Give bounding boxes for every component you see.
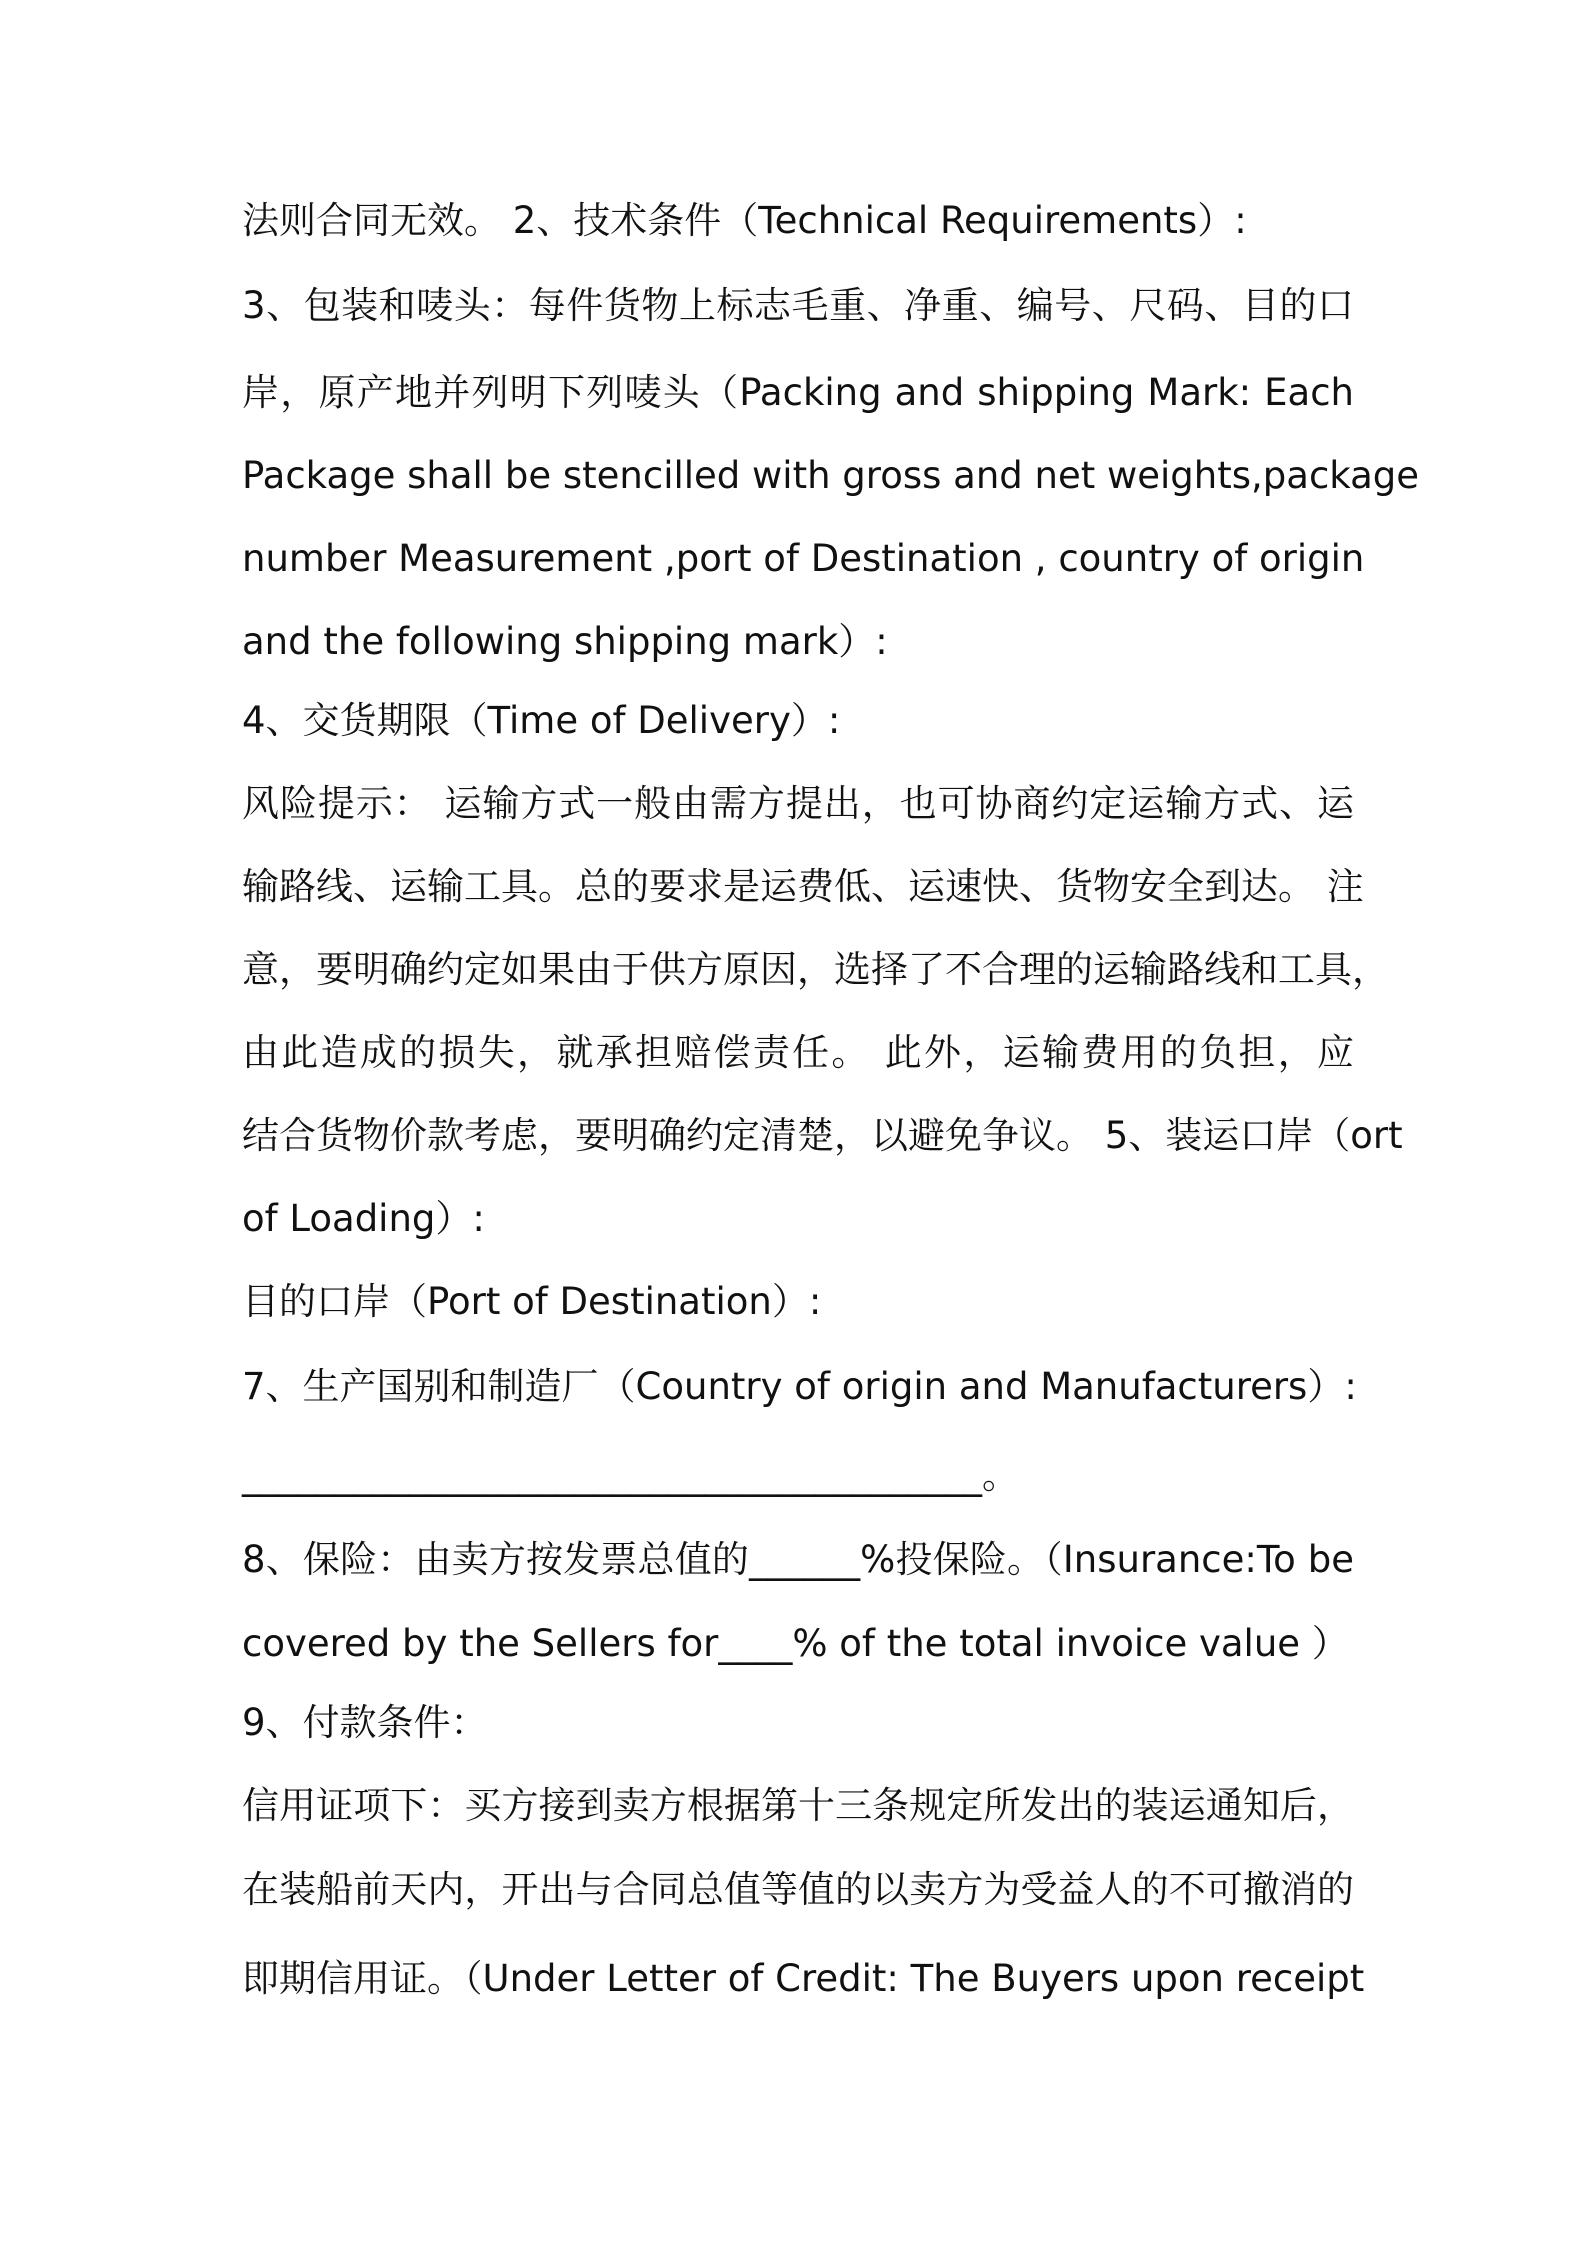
text-line-5: number Measurement ,port of Destination , country of origin	[242, 537, 1365, 580]
text-line-18: covered by the Sellers for____% of the total invoice value ）	[242, 1622, 1349, 1665]
text-line-10: 意，要明确约定如果由于供方原因，选择了不合理的运输路线和工具，	[242, 948, 1389, 991]
text-line-20: 信用证项下：买方接到卖方根据第十三条规定所发出的装运通知后，	[242, 1784, 1354, 1827]
text-line-17: 8、保险：由卖方按发票总值的______%投保险。（Insurance:To be	[242, 1538, 1354, 1581]
text-line-4: Package shall be stencilled with gross and net weights,package	[242, 454, 1419, 497]
text-line-11: 由此造成的损失，就承担赔偿责任。 此外，运输费用的负担，应	[242, 1031, 1354, 1074]
text-line-7: 4、交货期限（Time of Delivery）:	[242, 699, 841, 742]
text-line-9: 输路线、运输工具。总的要求是运费低、运速快、货物安全到达。 注	[242, 865, 1364, 908]
text-line-1: 法则合同无效。 2、技术条件（Technical Requirements）:	[242, 199, 1247, 242]
text-line-2: 3、包装和唛头：每件货物上标志毛重、净重、编号、尺码、目的口	[242, 284, 1354, 327]
signature-blank-line: ________________________________________。	[242, 1454, 1019, 1497]
text-line-6: and the following shipping mark）:	[242, 620, 888, 663]
text-line-21: 在装船前天内，开出与合同总值等值的以卖方为受益人的不可撤消的	[242, 1868, 1354, 1911]
text-line-8: 风险提示： 运输方式一般由需方提出，也可协商约定运输方式、运	[242, 782, 1354, 825]
text-line-19: 9、付款条件：	[242, 1701, 488, 1744]
text-line-12: 结合货物价款考虑，要明确约定清楚，以避免争议。 5、装运口岸（ort	[242, 1114, 1403, 1157]
text-line-3: 岸，原产地并列明下列唛头（Packing and shipping Mark: Each	[242, 371, 1354, 414]
text-line-22: 即期信用证。（Under Letter of Credit: The Buyers upon receipt	[242, 1957, 1365, 2000]
text-line-15: 7、生产国别和制造厂（Country of origin and Manufacturers）:	[242, 1365, 1357, 1408]
text-line-13: of Loading）:	[242, 1197, 485, 1240]
text-line-14: 目的口岸（Port of Destination）:	[242, 1280, 822, 1323]
